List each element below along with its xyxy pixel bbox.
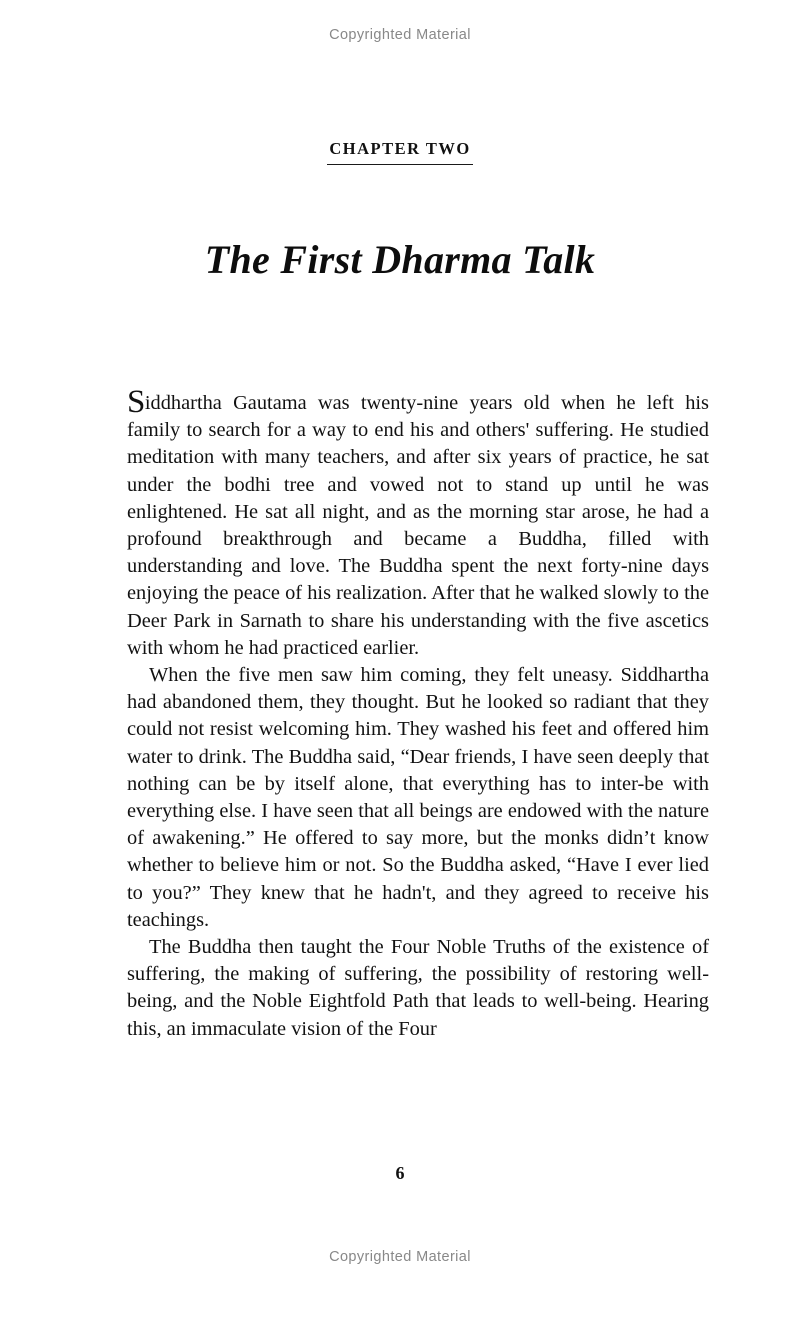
initial-cap: S	[127, 384, 145, 420]
paragraph-1	[127, 386, 709, 662]
paragraph-2-text: When the five men saw him coming, they felt uneasy. Siddhartha had abandoned them, they thought. But he looked so radiant that they could not resist welcoming him. They washed his feet and offered him water to drink. The Buddha said, “Dear friends, I have seen deeply that nothing can be by itself alone, that everything has to inter-be with everything else. I have seen that all beings are endowed with the nature of awakening.” He offered to say more, but the monks didn’t know whether to believe him or not. So the Buddha asked, “Have I ever lied to you?” They knew that he hadn't, and they agreed to receive his teachings.	[127, 664, 709, 931]
paragraph-1-text: iddhartha Gautama was twenty-nine years old when he left his family to search for a way to end his and others' suffering. He studied meditation with many teachers, and after six years of practice, he sat under the bodhi tree and vowed not to stand up until he was enlightened. He sat all night, and as the morning star arose, he had a profound breakthrough and became a Buddha, filled with understanding and love. The Buddha spent the next forty-nine days enjoying the peace of his realization. After that he walked slowly to the Deer Park in Sarnath to share his understanding with the five ascetics with whom he had practiced earlier.	[127, 392, 709, 659]
chapter-label: CHAPTER TWO	[327, 139, 472, 165]
page-title: The First Dharma Talk	[204, 237, 596, 282]
page-number: 6	[395, 1163, 405, 1183]
copyright-watermark-bottom: Copyrighted Material	[329, 1249, 471, 1265]
chapter-heading	[0, 139, 800, 165]
body-text-column	[127, 386, 709, 1043]
paragraph-2	[127, 662, 709, 934]
paragraph-3	[127, 934, 709, 1043]
paragraph-3-text: The Buddha then taught the Four Noble Truths of the existence of suffering, the making of suffering, the possibility of restoring well-being, and the Noble Eightfold Path that leads to well-being. Hearing this, an immaculate vision of the Four	[127, 936, 709, 1040]
copyright-watermark-top: Copyrighted Material	[329, 27, 471, 43]
